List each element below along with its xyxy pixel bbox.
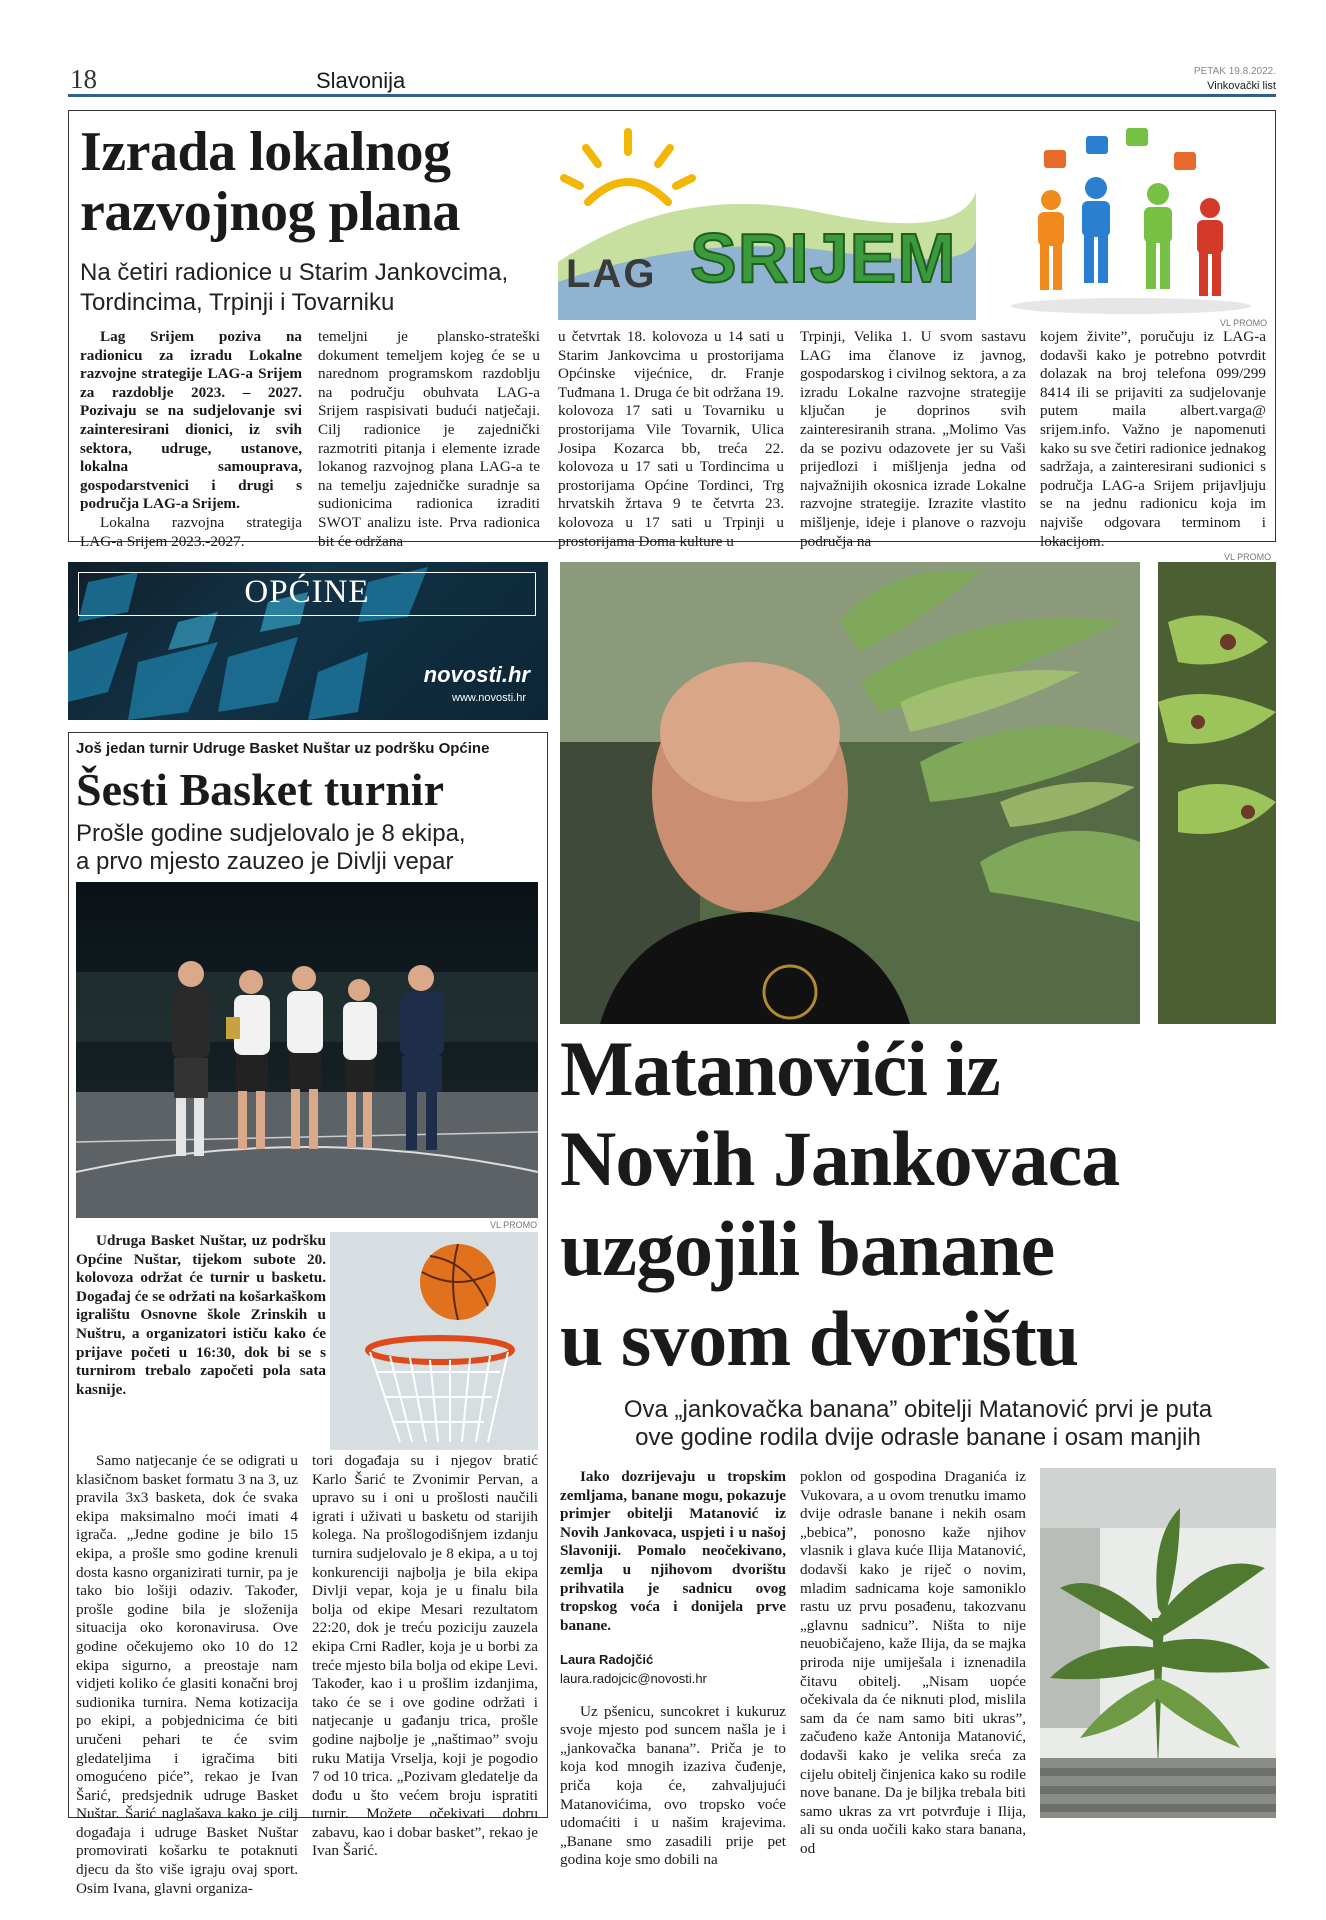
banana-author-name: Laura Radojčić: [560, 1652, 654, 1668]
lag-col3-text: u četvrtak 18. kolovoza u 14 sati u Starim Jankovcima u prostorijama Općinske vijećnice, dr. Franje Tuđmana 1. Druga će bit održana 19. kolovoza 17 sati u Tovarniku u prostorijama Vile Tovarnik, Ulica Josipa Kozarca bb, treća 22. kolovoza u 17 sati u Tordincima u prostorijama Općine Tordinci, Trg hrvatskih žrtava 9 te četvrta 23. kolovoza u 17 sati u Trpinji u prostorijama Doma kulture u: [558, 328, 784, 550]
banana-col2-text: poklon od gospodina Draganića iz Vukovara, a u ovom trenutku imamo dvije odrasle banane i nekih osam „bebica”, ponosno kaže njihov vlasnik i glava kuće Ilija Matanović, dodavši kako je riječ o novim, mladim sadnicama koje samoniklo rastu uz prvu posađenu, takozvanu „glavnu sadnicu”. Ništa to nije neuobičajeno, kaže Ilija, da se majka priroda nije umiješala i iznenadila čitavu obitelj. „Nisam uopće očekivala da će niknuti plod, mislila sam da će nam samo biti ukras”, začuđeno kaže Antonija Matanović, dodavši kako je velika sreća za cijelu obitelj činjenica kako su rodile nove banane. Da je biljka trebala biti samo ukras za vrt potvrđuje i Ilija, ali su onda uočili kako stara banana, od: [800, 1468, 1026, 1857]
lag-subtitle-line2: Tordincima, Trpinji i Tovarniku: [80, 289, 395, 316]
banana-title-line3: uzgojili banane: [560, 1205, 1055, 1292]
banana-bunch-graphic: [1158, 562, 1276, 1024]
srijem-logo-text: SRIJEM: [690, 219, 957, 297]
banana-title-line4: u svom dvorištu: [560, 1295, 1079, 1382]
basketball-hoop-graphic: [330, 1232, 538, 1450]
lag-col-4: [800, 328, 1026, 551]
banana-bunch-photo: [1158, 562, 1276, 1024]
lag-col4-text: Trpinji, Velika 1. U svom sastavu LAG ima članove iz javnog, gospodarskog i civilnog sektora, a za izradu Lokalne razvojne strategije ključan je doprinos svih zainteresiranih strana. „Molimo Vas da se pozivu odazovete jer su Vaši prijedlozi i mišljenja jedna od najvažnijih okosnica izrade Lokalne razvojne strategije. Izrazite vlastito mišljenje, ideje i planove o razvoju područja na: [800, 328, 1026, 550]
section-name: Slavonija: [316, 68, 406, 93]
man-banana-graphic: [560, 562, 1140, 1024]
banana-author-email[interactable]: laura.radojcic@novosti.hr: [560, 1670, 707, 1686]
lag-col-1: [80, 328, 302, 551]
header-rule: [68, 94, 1276, 97]
basket-kicker: Još jedan turnir Udruge Basket Nuštar uz podršku Općine: [76, 740, 490, 757]
banana-subtitle: [560, 1396, 1276, 1452]
lag-photo-credit: VL PROMO: [1220, 318, 1268, 328]
banana-title-line1: Matanovići iz: [560, 1025, 1000, 1112]
basket-col1-p2: Samo natjecanje će se odigrati u klasičnom basket formatu 3 na 3, uz pravila 3x3 basketa, dok će svaka ekipa maksimalno moći imati 4 igrača. „Jedne godine je bilo 15 ekipa, a prošle smo godine krenuli dosta kasno organizirati turnir, pa je tako bio lošiji odaziv. Također, prošle godine bila je složenija situacija oko koronavirusa. Ove godine očekujemo oko 10 do 12 ekipa sigurno, a preostaje nam vidjeti koliko će glasiti konačni broj sudionika turnira. Nema kotizacija po ekipi, a pobjednicima će biti uručeni pehari te će svim gledateljima i igračima biti omogućeno piće”, rekao je Ivan Šarić, predsjednik udruge Basket Nuštar. Šarić naglašava kako je cilj događaja i udruge Basket Nuštar promovirati košarku te potaknuti djecu da što više igraju ovaj sport. Osim Ivana, glavni organiza-: [76, 1452, 298, 1897]
basket-subtitle-line1: Prošle godine sudjelovalo je 8 ekipa,: [76, 820, 466, 847]
basket-title: Šesti Basket turnir: [76, 764, 444, 815]
lag-col-2: [318, 328, 540, 551]
banana-photo-credit: VL PROMO: [1224, 552, 1272, 562]
banana-col-2: [800, 1468, 1026, 1858]
issue-date: PETAK 19.8.2022.: [1193, 66, 1276, 77]
man-banana-photo: [560, 562, 1140, 1024]
lag-col-5: [1040, 328, 1266, 551]
banana-lead: Iako dozrijevaju u tropskim zemljama, banane mogu, pokazuje primjer obitelji Matanović iz Novih Jankovaca, uspjeti i u našoj Slavoniji. Pomalo neočekivano, zemlja u njihovom dvorištu prihvatila je sadnicu ovog tropskog voća i donijela prve banane.: [560, 1468, 786, 1634]
basket-col-2: [312, 1452, 538, 1861]
opcine-label: OPĆINE: [244, 574, 370, 610]
people-illustration: [996, 122, 1266, 318]
basket-col-1: [76, 1232, 326, 1399]
banana-plant-photo: [1040, 1468, 1276, 1818]
people-puzzle-icon: [996, 122, 1266, 318]
opcine-banner: [68, 562, 548, 720]
lag-col-3: [558, 328, 784, 551]
lag-logo-text: LAG: [566, 252, 657, 296]
banana-subtitle-line2: ove godine rodila dvije odrasle banane i osam manjih: [635, 1424, 1201, 1451]
lag-subtitle: [80, 258, 508, 318]
team-photo-graphic: [76, 882, 538, 1218]
banana-subtitle-line1: Ova „jankovačka banana” obitelji Matanović prvi je puta: [623, 1396, 1213, 1423]
lag-title: [80, 122, 460, 242]
banana-col1-p2: Uz pšenicu, suncokret i kukuruz svoje mjesto pod suncem našla je i „jankovačka banana”. Priča je to koja kod mnogih izaziva čuđenje, priča koja će, zahvaljujući Matanovićima, ovo tropsko voće udomaćiti i u našim krajevima. „Banane smo zasadili prije pet godina koje smo dobili na: [560, 1702, 786, 1869]
lag-lead: Lag Srijem poziva na radionicu za izradu Lokalne razvojne strategije LAG-a Srijem za razdoblje 2023. – 2027. Pozivaju se na sudjelovanje svi zainteresirani dionici, iz svih sektora, udruge, ustanove, lokalna samouprava, gospodarstvenici i drugi s područja LAG-a Srijem.: [80, 328, 302, 513]
basket-team-photo: [76, 882, 538, 1218]
basket-photo-credit: VL PROMO: [490, 1220, 538, 1230]
page-number: 18: [70, 64, 97, 94]
lag-col1-p2: Lokalna razvojna strategija LAG-a Srijem 2023.-2027.: [80, 513, 302, 550]
basket-subtitle-line2: a prvo mjesto zauzeo je Divlji vepar: [76, 848, 454, 875]
lag-col2-text: temeljni je plansko-strateški dokument temeljem kojeg će se u narednom programskom razdoblju na području obuhvata LAG-a Srijem raspisivati budući natječaji. Cilj radionice je zajednički razmotriti pitanja i elemente izrade lokanog razvojnog plana LAG-a te na temelju zajedničke suradnje sa sudionicima radionica izraditi SWOT analizu iste. Prva radionica bit će održana: [318, 328, 540, 550]
lag-col5-text: kojem živite”, poručuju iz LAG-a dodavši kako je potrebno potvrdit dolazak na broj telefona 099/299 8414 ili se prijaviti za sudjelovanje putem maila albert.varga@ srijem.info. Važno je napomenuti kako su sve četiri radionice jednakog sadržaja, a zainteresirani sudionici s područja LAG-a Srijem prijavljuju se na jednu radionicu koja im najviše odgovara terminom i lokacijom.: [1040, 328, 1266, 550]
banana-plant-graphic: [1040, 1468, 1276, 1818]
lag-srijem-logo: [558, 122, 976, 320]
banana-title-line2: Novih Jankovaca: [560, 1115, 1120, 1202]
trophy-icon: [226, 1017, 240, 1039]
banana-title: [560, 1024, 1119, 1384]
novosti-url: www.novosti.hr: [452, 692, 526, 704]
novosti-brand: novosti.hr: [423, 662, 530, 687]
banana-col-1: [560, 1468, 786, 1870]
basket-lead: Udruga Basket Nuštar, uz podršku Općine Nuštar, tijekom subote 20. kolovoza održat će turnir u basketu. Događaj će se održati na košarkaškom igralištu Osnovne škole Zrinskih u Nuštru, a organizatori ističu kako će prijave početi u 16:30, dok bi se s turnirom trebalo započeti pola sata kasnije.: [76, 1232, 326, 1398]
basket-col-1b: [76, 1452, 298, 1898]
publication-name: Vinkovački list: [1207, 80, 1276, 92]
lag-title-line1: Izrada lokalnog: [80, 121, 451, 183]
basket-subtitle: [76, 820, 466, 876]
lag-title-line2: razvojnog plana: [80, 181, 460, 243]
basketball-hoop-photo: [330, 1232, 538, 1450]
lag-subtitle-line1: Na četiri radionice u Starim Jankovcima,: [80, 259, 509, 286]
basket-col2-text: tori događaja su i njegov bratić Karlo Šarić te Zvonimir Pervan, a upravo su i oni u prošlosti naučili igrati i uživati u basketu od starijih kolega. Na prošlogodišnjem izdanju turnira sudjelovalo je 8 ekipa, a u toj konkurenciji najbolja je bila ekipa Divlji vepar, koja je u finalu bila bolja od ekipe Mesari rezultatom 22:20, dok je treću poziciju zauzela ekipa Crni Radler, koja je u borbi za treće mjesto bila bolja od ekipe Levi. Također, kao i u prošlim izdanjima, tako će se i ove godine održati i natjecanje u gađanju trica, prošle godine najbolje je „naštimao” svoju ruku Matija Vrselja, koji je pogodio 7 od 10 trica. „Pozivam gledatelje da dođu u što većem broju ispratiti turnir. Možete očekivati dobru zabavu, kao i dobar basket”, rekao je Ivan Šarić.: [312, 1452, 538, 1860]
